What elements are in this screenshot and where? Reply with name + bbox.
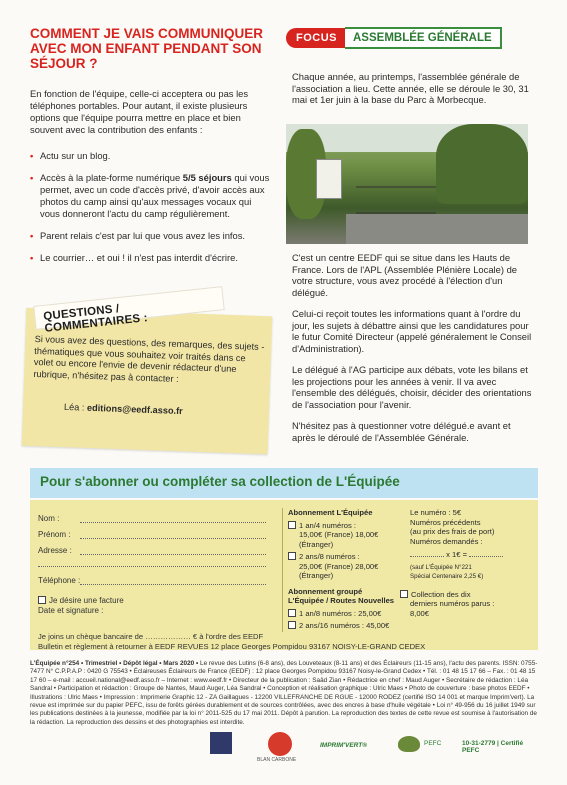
price-formula: x 1€ = [446, 550, 470, 559]
legal-lead: L'Équipée n°254 • Trimestriel • Dépôt légal • Mars 2020 • [30, 660, 199, 667]
single-issues [400, 508, 532, 618]
contact-email-link[interactable]: editions@eedf.asso.fr [86, 402, 183, 417]
bullet-mark: • [30, 230, 34, 241]
cheque-line: Je joins un chèque bancaire de ……………… € à l'ordre des EEDF [38, 632, 264, 641]
address-field-line2[interactable] [38, 566, 266, 567]
communication-title: COMMENT JE VAIS COMMUNIQUER AVEC MON ENFANT PENDANT SON SÉJOUR ? [30, 26, 264, 71]
option-price: 15,00€ (France) 18,00€ (Étranger) [299, 530, 379, 549]
contact-label: Léa : [63, 401, 88, 413]
phone-field[interactable] [80, 584, 266, 585]
questions-title: QUESTIONS / COMMENTAIRES : [33, 286, 224, 330]
questions-text: Si vous avez des questions, des remarques, des sujets - thématiques que vous souhaitez voir traités dans ce volet ou encore l'envie de devenir rédacteur d'une rubrique, n'hésitez pas à contacter : [33, 333, 265, 384]
pefc-certification: 10-31-2779 | Certifié PEFC [462, 740, 524, 754]
total-field[interactable] [469, 556, 503, 557]
option-group-1-year[interactable] [288, 609, 398, 619]
subscription-heading: Abonnement L'Équipée [288, 508, 373, 517]
invoice-option[interactable] [38, 596, 124, 605]
requested-issues-row[interactable] [400, 550, 532, 560]
subscription-options [288, 508, 398, 631]
bullet-text-bold: 5/5 séjours [182, 172, 232, 183]
focus-intro: Chaque année, au printemps, l'assemblée générale de l'association a lieu. Cette année, elle se déroule le 30, 31 mai et 1er juin à la base du Parc à Morbecque. [292, 71, 529, 105]
list-item [30, 230, 270, 242]
photo-sign [316, 159, 342, 199]
base-photo [286, 124, 528, 244]
address-label: Adresse : [38, 546, 72, 555]
option-checkbox[interactable] [288, 609, 296, 617]
legal-text: Le revue des Lutins (6-8 ans), des Louveteaux (8-11 ans) et des Éclaireurs (11-15 ans), l'actu des parents. ISSN: 0755-7477 N° C.P.P.A.P : 0420 G 75543 • Éclaireuses Éclaireurs de France (EEDF) : 12 place Georges Pompidou 93167 Noisy-le-Grand Cedex • Tél. : 01 48 15 17 66 – Fax. : 01 48 15 17 60 – e-mail : accueil.national@eedf.asso.fr – Internet : www.eedf.fr • Directeur de la publication : Saâd Zian • Rédactrice en chef : Maud Auger • Secrétaire de rédaction : Léa Sandral • Participation et rédaction : Groupe de Nantes, Maud Auger, Léa Sandral • Conception et réalisation graphique : Ulric Maes • Photo de couverture : base photos EEDF • Illustrations : Ulric Maes • Impression : Imprimerie Graphic 12 - ZA Gaillagues - 12200 VILLEFRANCHE DE RGUE - 12000 RODEZ (certifié ISO 14 001 et marque Imprim'vert). La revue est imprimée sur du papier PEFC, issu de forêts gérées durablement et de sources contrôlées, avec des encres à base d'huile végétale • Loi n° 49-956 du 16 juillet 1949 sur les publications destinées à la jeunesse, modifiée par la loi n° 2011-525 du 17 mai 2011. Dépôt à parution. La reproduction des textes de cette revue est soumise à l'autorisation de la rédaction. La reproduction des dessins et des photographies est interdite. [30, 660, 538, 726]
previous-issues: Numéros précédents [410, 517, 481, 527]
option-label: 2 ans/8 numéros : [299, 552, 360, 561]
group-subscription-heading: Abonnement groupé L'Équipée / Routes Nouvelles [288, 586, 395, 605]
collection-option[interactable] [400, 590, 532, 619]
option-group-2-years[interactable] [288, 621, 398, 631]
option-label: 1 an/8 numéros : 25,00€ [299, 608, 382, 618]
option-label: 1 an/4 numéros : [299, 520, 356, 530]
invoice-checkbox[interactable] [38, 596, 46, 604]
carbon-logo [268, 732, 292, 756]
photo-tree [436, 124, 528, 204]
date-signature-label: Date et signature : [38, 606, 104, 615]
logo-bar [30, 732, 538, 762]
bullet-text: Le courrier… et oui ! il n'est pas interdit d'écrire. [40, 252, 238, 263]
firstname-field[interactable] [80, 538, 266, 539]
option-label: 2 ans/16 numéros : 45,00€ [299, 621, 390, 630]
collection-checkbox[interactable] [400, 590, 408, 598]
focus-paragraph: Celui-ci reçoit toutes les informations quant à l'ordre du jour, les sujets à débattre ainsi que les candidatures pour le futur Comité Directeur (appelé généralement le Conseil d'Administration). [292, 308, 532, 354]
focus-title: ASSEMBLÉE GÉNÉRALE [345, 27, 502, 49]
partner-logo [210, 732, 232, 754]
pefc-tree-icon [398, 736, 420, 752]
focus-paragraph: N'hésitez pas à questionner votre délégué.e avant et après le déroulé de l'Assemblée Générale. [292, 420, 511, 443]
carbon-logo-text: BLAN CARBONE [257, 757, 297, 763]
phone-label: Téléphone : [38, 576, 81, 585]
bullet-text-pre: Accès à la plate-forme numérique [40, 172, 183, 183]
communication-bullets [30, 150, 270, 274]
focus-paragraph: Le délégué à l'AG participe aux débats, vote les bilans et les projections pour les années à venir. Il va avec l'ensemble des délégués, choisir, décider des orientations de l'association pour l'avenir. [292, 364, 532, 410]
subscription-title: Pour s'abonner ou compléter sa collection de L'Équipée [40, 474, 400, 489]
exception-note: (sauf L'Équipée N°221 [410, 563, 472, 571]
issue-price: Le numéro : 5€ [410, 508, 462, 517]
collection-price: 8,00€ [410, 608, 430, 618]
option-checkbox[interactable] [288, 552, 296, 560]
address-field[interactable] [80, 554, 266, 555]
bullet-mark: • [30, 172, 34, 183]
imprim-vert-logo: IMPRIM'VERT® [320, 742, 368, 749]
bullet-text-post: qui vous permet, avec un code d'accès privé, d'avoir accès aux photos du camp ainsi qu'aux messages vocaux qui vous donneront l'actu du camp régulièrement. [40, 172, 270, 219]
focus-body [292, 252, 532, 453]
bullet-text: Parent relais c'est par lui que vous avez les infos. [40, 230, 246, 241]
name-label: Nom : [38, 514, 60, 523]
name-field[interactable] [80, 522, 266, 523]
collection-label: Collection des dix [411, 589, 471, 599]
shipping-note: (au prix des frais de port) [410, 527, 495, 536]
subscription-footer [38, 632, 518, 651]
form-divider [282, 508, 283, 632]
communication-intro: En fonction de l'équipe, celle-ci acceptera ou pas les téléphones portables. Pour autant, il existe plusieurs options que l'équipe pourra mettre en place et bien souvent avec la contribution des enfants : [30, 88, 249, 135]
exception-note: Spécial Centenaire 2,25 €) [410, 573, 484, 580]
list-item [30, 252, 270, 264]
invoice-label: Je désire une facture [49, 596, 124, 605]
list-item [30, 172, 270, 220]
option-checkbox[interactable] [288, 621, 296, 629]
focus-header [286, 26, 536, 50]
bullet-mark: • [30, 252, 34, 263]
option-1-year[interactable] [288, 521, 398, 550]
legal-notice [30, 660, 538, 727]
option-2-years[interactable] [288, 552, 398, 581]
bullet-mark: • [30, 150, 34, 161]
collection-label: derniers numéros parus : [410, 599, 495, 608]
quantity-field[interactable] [410, 556, 444, 557]
focus-paragraph: C'est un centre EEDF qui se situe dans les Hauts de France. Lors de l'APL (Assemblée Plénière Locale) de votre structure, vous avez procédé à l'élection d'un délégué. [292, 252, 517, 298]
photo-road [346, 214, 528, 244]
bullet-text [40, 172, 270, 220]
option-checkbox[interactable] [288, 521, 296, 529]
focus-badge: FOCUS [286, 28, 345, 48]
firstname-label: Prénom : [38, 530, 71, 539]
return-address: Bulletin et règlement à retourner à EEDF REVUES 12 place Georges Pompidou 93167 NOISY-LE-GRAND CEDEX [38, 641, 426, 651]
requested-issues-label: Numéros demandés : [410, 536, 483, 546]
list-item [30, 150, 270, 162]
pefc-logo-text: PEFC [424, 740, 442, 747]
option-price: 25,00€ (France) 28,00€ (Étranger) [299, 561, 379, 580]
photo-gate [356, 186, 436, 214]
bullet-text: Actu sur un blog. [40, 150, 111, 161]
